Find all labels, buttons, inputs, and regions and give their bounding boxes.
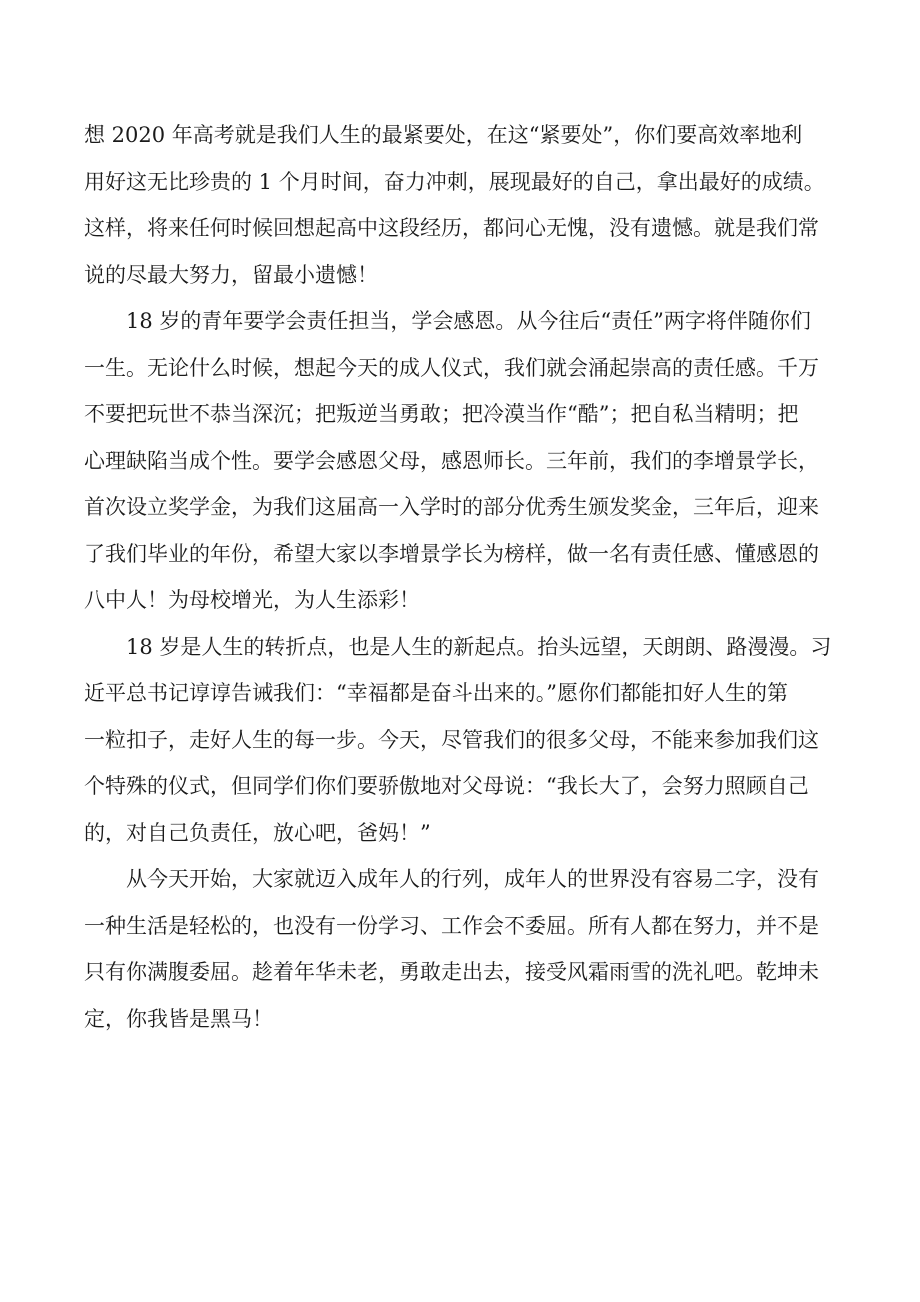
text-line: 想 2020 年高考就是我们人生的最紧要处，在这“紧要处”，你们要高效率地利: [84, 123, 803, 147]
text-line: 说的尽最大努力，留最小遗憾！: [84, 262, 378, 287]
text-line: 八中人！为母校增光，为人生添彩！: [84, 588, 420, 612]
text-line: 一种生活是轻松的，也没有一份学习、工作会不委屈。所有人都在努力，并不是: [84, 913, 819, 938]
text-line: 定，你我皆是黑马！: [84, 1006, 273, 1031]
paragraph-3: [84, 624, 842, 857]
text-line: 了我们毕业的年份，希望大家以李增景学长为榜样，做一名有责任感、懂感恩的: [84, 541, 819, 566]
text-line: 一生。无论什么时候，想起今天的成人仪式，我们就会涌起崇高的责任感。千万: [84, 355, 819, 380]
paragraph-1: [84, 112, 842, 298]
paragraph-4: [84, 856, 842, 1042]
text-line: 个特殊的仪式，但同学们你们要骄傲地对父母说：“我长大了，会努力照顾自己: [84, 774, 809, 798]
document-body: [84, 112, 842, 1042]
text-line: 心理缺陷当成个性。要学会感恩父母，感恩师长。三年前，我们的李增景学长，: [84, 448, 819, 473]
text-line: 近平总书记谆谆告诫我们：“幸福都是奋斗出来的。”愿你们都能扣好人生的第: [84, 681, 788, 705]
text-line: 首次设立奖学金，为我们这届高一入学时的部分优秀生颁发奖金，三年后，迎来: [84, 495, 819, 519]
text-line: 这样，将来任何时候回想起高中这段经历，都问心无愧，没有遗憾。就是我们常: [84, 216, 819, 240]
text-line: 从今天开始，大家就迈入成年人的行列，成年人的世界没有容易二字，没有: [126, 867, 819, 891]
paragraph-2: [84, 298, 842, 624]
text-line: 不要把玩世不恭当深沉；把叛逆当勇敢；把冷漠当作“酷”；把自私当精明；把: [84, 402, 799, 426]
text-line: 用好这无比珍贵的 1 个月时间，奋力冲刺，展现最好的自己，拿出最好的成绩。: [84, 169, 825, 194]
text-line: 一粒扣子，走好人生的每一步。今天，尽管我们的很多父母，不能来参加我们这: [84, 727, 819, 752]
text-line: 18 岁的青年要学会责任担当，学会感恩。从今往后“责任”两字将伴随你们: [126, 309, 811, 333]
text-line: 的，对自己负责任，放心吧，爸妈！”: [84, 820, 431, 845]
text-line: 只有你满腹委屈。趁着年华未老，勇敢走出去，接受风霜雨雪的洗礼吧。乾坤未: [84, 960, 819, 984]
text-line: 18 岁是人生的转折点，也是人生的新起点。抬头远望，天朗朗、路漫漫。习: [126, 634, 832, 659]
